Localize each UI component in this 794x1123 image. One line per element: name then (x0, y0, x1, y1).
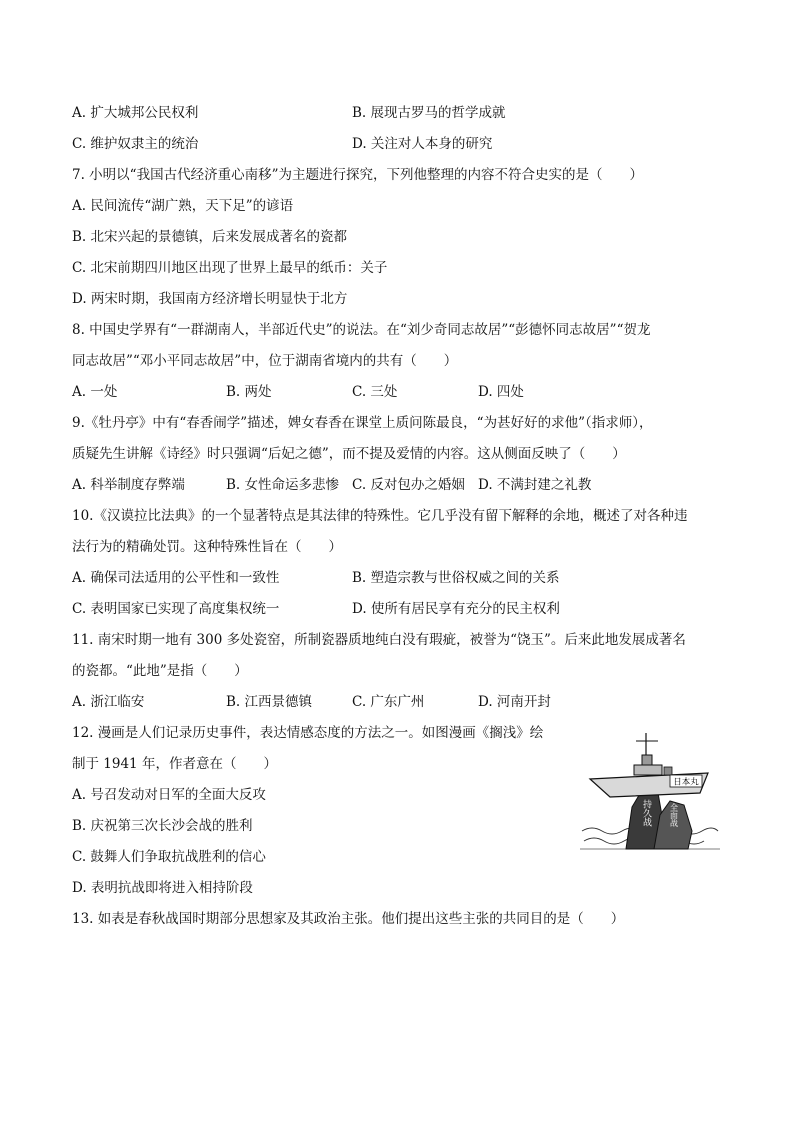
rock-left-label: 持久战 (641, 799, 651, 827)
q9-option-d: D. 不满封建之礼教 (478, 477, 592, 493)
q8-option-a: A. 一处 (72, 384, 118, 400)
q11-option-d: D. 河南开封 (478, 694, 551, 710)
q11-stem-line1: 11. 南宋时期一地有 300 多处瓷窑，所制瓷器质地纯白没有瑕疵，被誉为“饶玉”。后来此地发展成著名 (72, 632, 686, 648)
q12-stem-line2: 制于 1941 年，作者意在（ ） (72, 756, 277, 772)
q7-option-b: B. 北宋兴起的景德镇，后来发展成著名的瓷都 (72, 229, 348, 245)
q6-option-b: B. 展现古罗马的哲学成就 (352, 105, 506, 121)
q12-option-c: C. 鼓舞人们争取抗战胜利的信心 (72, 849, 266, 865)
q9-option-b: B. 女性命运多悲惨 (226, 477, 340, 493)
q10-option-a: A. 确保司法适用的公平性和一致性 (72, 570, 280, 586)
q8-option-b: B. 两处 (226, 384, 272, 400)
q8-stem-line1: 8. 中国史学界有“一群湖南人，半部近代史”的说法。在“刘少奇同志故居”“彭德怀同志故居”“贺龙 (72, 322, 651, 338)
q10-option-b: B. 塑造宗教与世俗权威之间的关系 (352, 570, 560, 586)
q11-stem-line2: 的瓷都。“此地”是指（ ） (72, 663, 248, 679)
q9-stem-line1: 9.《牡丹亭》中有“春香闹学”描述，婢女春香在课堂上质问陈最良，“为甚好好的求他”（指求师）， (72, 415, 653, 431)
q7-option-d: D. 两宋时期，我国南方经济增长明显快于北方 (72, 291, 348, 307)
q9-option-a: A. 科举制度存弊端 (72, 477, 185, 493)
q10-option-c: C. 表明国家已实现了高度集权统一 (72, 601, 280, 617)
q12-option-d: D. 表明抗战即将进入相持阶段 (72, 880, 253, 896)
q10-option-d: D. 使所有居民享有充分的民主权利 (352, 601, 560, 617)
q8-option-d: D. 四处 (478, 384, 524, 400)
q11-option-c: C. 广东广州 (352, 694, 425, 710)
q8-option-c: C. 三处 (352, 384, 398, 400)
q11-option-b: B. 江西景德镇 (226, 694, 313, 710)
q8-stem-line2: 同志故居”“邓小平同志故居”中，位于湖南省境内的共有（ ） (72, 353, 458, 369)
q6-option-d: D. 关注对人本身的研究 (352, 136, 493, 152)
q10-stem-line1: 10.《汉谟拉比法典》的一个显著特点是其法律的特殊性。它几乎没有留下解释的余地，概述了对各种违 (72, 508, 688, 524)
q13-stem: 13. 如表是春秋战国时期部分思想家及其政治主张。他们提出这些主张的共同目的是（ ） (72, 911, 625, 927)
stranded-ship-cartoon (580, 727, 720, 855)
q12-option-b: B. 庆祝第三次长沙会战的胜利 (72, 818, 253, 834)
rock-right-label: 全面战 (669, 803, 679, 827)
q10-stem-line2: 法行为的精确处罚。这种特殊性旨在（ ） (72, 539, 342, 555)
q9-stem-line2: 质疑先生讲解《诗经》时只强调“后妃之德”，而不提及爱情的内容。这从侧面反映了（ ） (72, 446, 626, 462)
ship-label: 日本丸 (673, 777, 699, 788)
q7-option-c: C. 北宋前期四川地区出现了世界上最早的纸币：关子 (72, 260, 388, 276)
q7-option-a: A. 民间流传“湖广熟，天下足”的谚语 (72, 198, 294, 214)
q12-option-a: A. 号召发动对日军的全面大反攻 (72, 787, 266, 803)
q6-option-a: A. 扩大城邦公民权利 (72, 105, 199, 121)
q11-option-a: A. 浙江临安 (72, 694, 145, 710)
q7-stem: 7. 小明以“我国古代经济重心南移”为主题进行探究，下列他整理的内容不符合史实的是（ ） (72, 167, 643, 183)
q12-stem-line1: 12. 漫画是人们记录历史事件，表达情感态度的方法之一。如图漫画《搁浅》绘 (72, 725, 544, 741)
q6-option-c: C. 维护奴隶主的统治 (72, 136, 199, 152)
q9-option-c: C. 反对包办之婚姻 (352, 477, 465, 493)
